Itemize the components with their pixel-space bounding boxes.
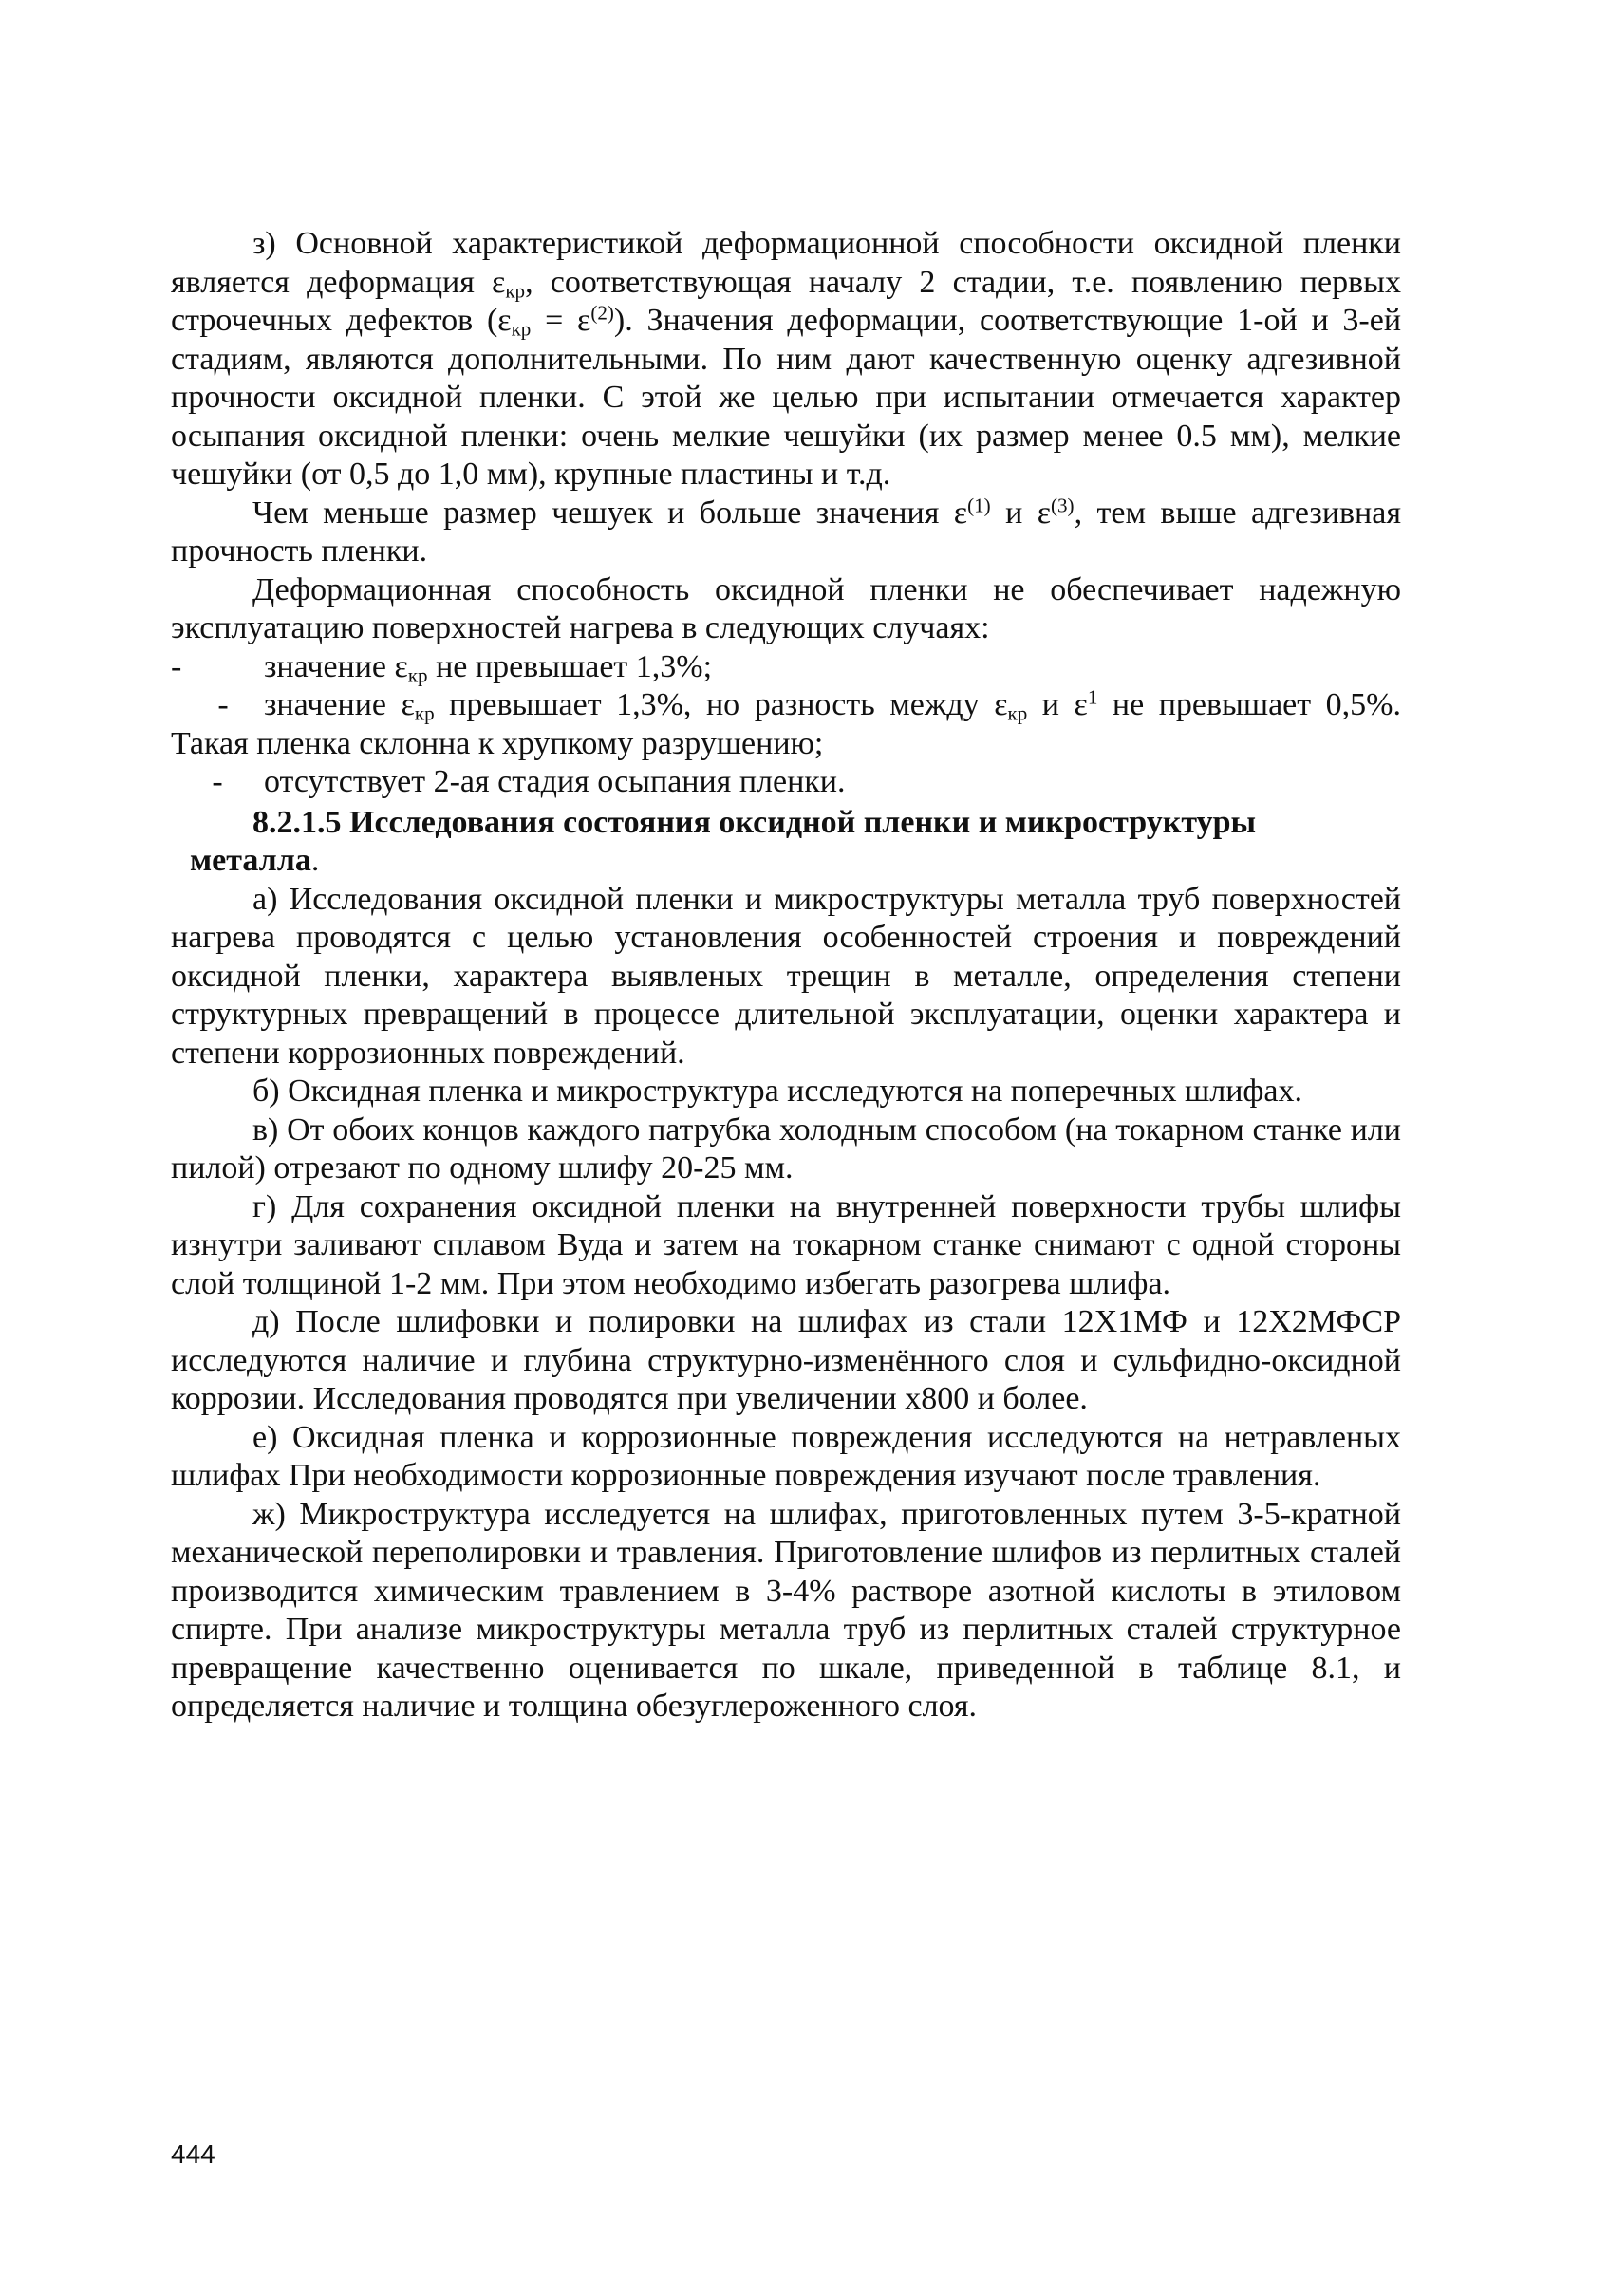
paragraph-a: а) Исследования оксидной пленки и микроструктуры металла труб поверхностей нагрева проводятся с целью установления особенностей строения и повреждений оксидной пленки, характера выявленых трещин в металле, определения степени структурных превращений в процессе длительной эксплуатации, оценки характера и степени коррозионных повреждений. bbox=[171, 881, 1401, 1071]
page-body bbox=[171, 225, 1401, 1727]
page-number: 444 bbox=[171, 2139, 215, 2169]
section-heading: 8.2.1.5 Исследования состояния оксидной пленки и микроструктуры металла. bbox=[190, 804, 1257, 878]
paragraph-scale-size: Чем меньше размер чешуек и больше значения $\varepsilon^{(1)}$ и $\varepsilon^{(3)}$, тем выше адгезивная прочность пленки. bbox=[171, 493, 1401, 569]
paragraph-v: в) От обоих концов каждого патрубка холодным способом (на токарном станке или пилой) отрезают по одному шлифу 20-25 мм. bbox=[171, 1111, 1401, 1185]
paragraph-z: з) Основной характеристикой деформационной способности оксидной пленки является деформация $\varepsilon_{кр}$, соответствующая началу 2 стадии, т.е. появлению первых строчечных дефектов $(\varepsilon_{кр} = \varepsilon^{(2)})$. Значения деформации, соответствующие 1-ой и 3-ей стадиям, являются дополнительными. По ним дают качественную оценку адгезивной прочности оксидной пленки. С этой же целью при испытании отмечается характер осыпания оксидной пленки: очень мелкие чешуйки (их размер менее 0.5 мм), мелкие чешуйки (от 0,5 до 1,0 мм), крупные пластины и т.д. bbox=[171, 226, 1402, 492]
bullet-item-2: - значение $\varepsilon_{кр}$ превышает 1,3%, но разность между $\varepsilon_{кр}$ и $\varepsilon^1$ не превышает 0,5%. Такая пленка склонна к хрупкому разрушению; bbox=[171, 685, 1401, 761]
paragraph-deformation-ability: Деформационная способность оксидной пленки не обеспечивает надежную эксплуатацию поверхностей нагрева в следующих случаях: bbox=[171, 571, 1401, 645]
paragraph-b: б) Оксидная пленка и микроструктура исследуются на поперечных шлифах. bbox=[252, 1073, 1303, 1109]
paragraph-zh: ж) Микроструктура исследуется на шлифах, приготовленных путем 3-5-кратной механической переполировки и травления. Приготовление шлифов из перлитных сталей производится химическим травлением в 3-4% растворе азотной кислоты в этиловом спирте. При анализе микроструктуры металла труб из перлитных сталей структурное превращение качественно оценивается по шкале, приведенной в таблице 8.1, и определяется наличие и толщина обезуглероженного слоя. bbox=[171, 1496, 1401, 1724]
paragraph-d: д) После шлифовки и полировки на шлифах из стали 12Х1МФ и 12Х2МФСР исследуются наличие и глубина структурно-изменённого слоя и сульфидно-оксидной коррозии. Исследования проводятся при увеличении х800 и более. bbox=[171, 1304, 1401, 1416]
bullet-item-1: - значение $\varepsilon_{кр}$ не превышает 1,3%; bbox=[171, 648, 713, 686]
paragraph-e: е) Оксидная пленка и коррозионные повреждения исследуются на нетравленых шлифах При необходимости коррозионные повреждения изучают после травления. bbox=[171, 1419, 1401, 1493]
bullet-item-3: - отсутствует 2-ая стадия осыпания пленки. bbox=[212, 764, 846, 799]
paragraph-g: г) Для сохранения оксидной пленки на внутренней поверхности трубы шлифы изнутри заливают сплавом Вуда и затем на токарном станке снимают с одной стороны слой толщиной 1-2 мм. При этом необходимо избегать разогрева шлифа. bbox=[171, 1188, 1401, 1301]
